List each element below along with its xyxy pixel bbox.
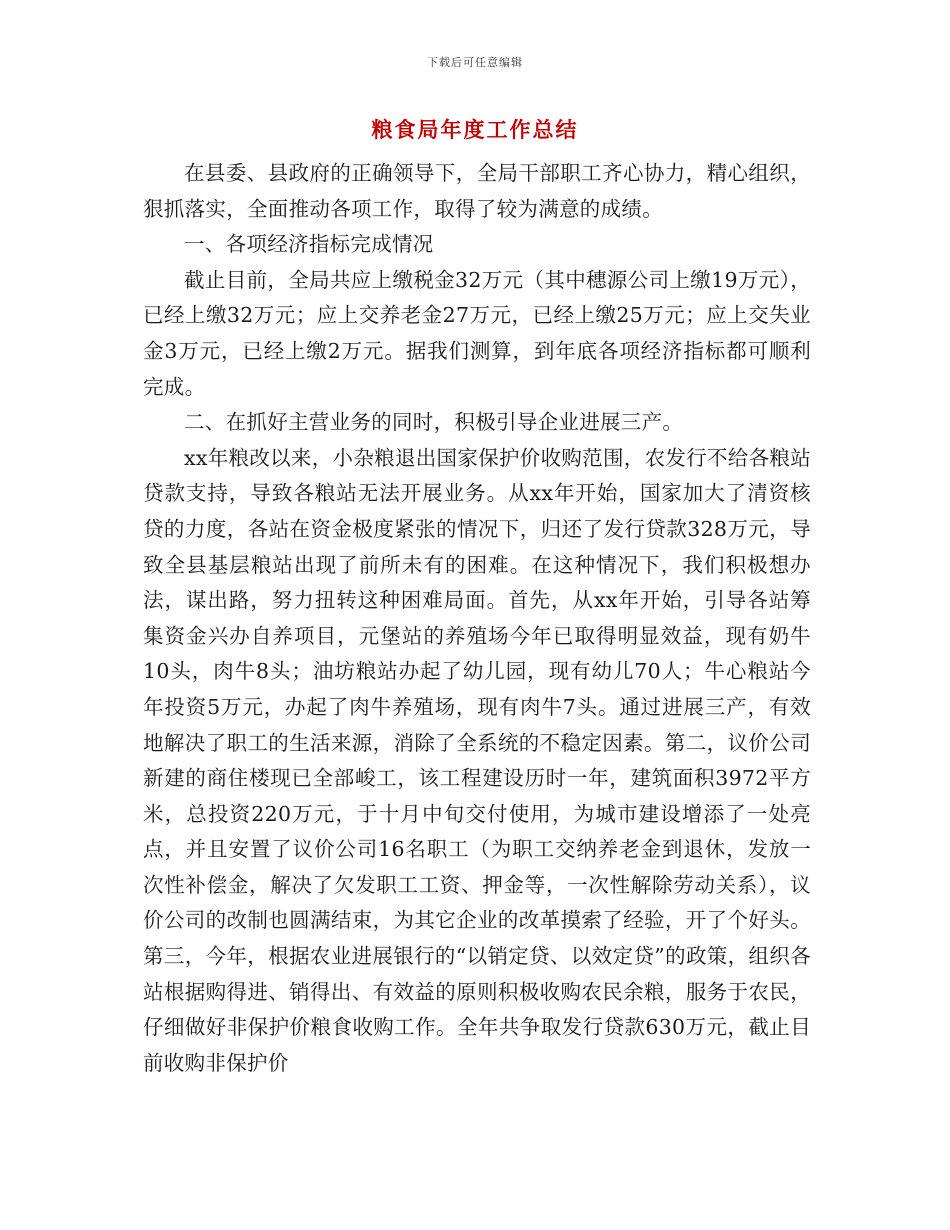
section-heading-2: 二、在抓好主营业务的同时，积极引导企业进展三产。 <box>184 410 684 435</box>
document-title: 粮食局年度工作总结 <box>371 117 579 142</box>
header-note: 下载后可任意编辑 <box>427 56 523 69</box>
section-heading-1: 一、各项经济指标完成情况 <box>184 232 434 257</box>
paragraph-economic-indicators: 截止目前，全局共应上缴税金32万元（其中穗源公司上缴19万元），已经上缴32万元；应上交养老金27万元，已经上缴25万元；应上交失业金3万元，已经上缴2万元。据我们测算，到年底各项经济指标都可顺利完成。 <box>143 267 811 399</box>
paragraph-intro: 在县委、县政府的正确领导下，全局干部职工齐心协力，精心组织，狠抓落实，全面推动各项工作，取得了较为满意的成绩。 <box>143 161 811 221</box>
document-body <box>143 156 811 1081</box>
paragraph-tertiary-industry: xx年粮改以来，小杂粮退出国家保护价收购范围，农发行不给各粮站贷款支持，导致各粮站无法开展业务。从xx年开始，国家加大了清资核贷的力度，各站在资金极度紧张的情况下，归还了发行贷款328万元，导致全县基层粮站出现了前所未有的困难。在这种情况下，我们积极想办法，谋出路，努力扭转这种困难局面。首先，从xx年开始，引导各站筹集资金兴办自养项目，元堡站的养殖场今年已取得明显效益，现有奶牛10头，肉牛8头；油坊粮站办起了幼儿园，现有幼儿70人；牛心粮站今年投资5万元，办起了肉牛养殖场，现有肉牛7头。通过进展三产，有效地解决了职工的生活来源，消除了全系统的不稳定因素。第二，议价公司新建的商住楼现已全部峻工，该工程建设历时一年，建筑面积3972平方米，总投资220万元，于十月中旬交付使用，为城市建设增添了一处亮点，并且安置了议价公司16名职工（为职工交纳养老金到退休，发放一次性补偿金，解决了欠发职工工资、押金等，一次性解除劳动关系），议价公司的改制也圆满结束，为其它企业的改革摸索了经验，开了个好头。第三，今年，根据农业进展银行的“以销定贷、以效定贷”的政策，组织各站根据购得进、销得出、有效益的原则积极收购农民余粮，服务于农民，仔细做好非保护价粮食收购工作。全年共争取发行贷款630万元，截止目前收购非保护价 <box>143 445 811 1075</box>
